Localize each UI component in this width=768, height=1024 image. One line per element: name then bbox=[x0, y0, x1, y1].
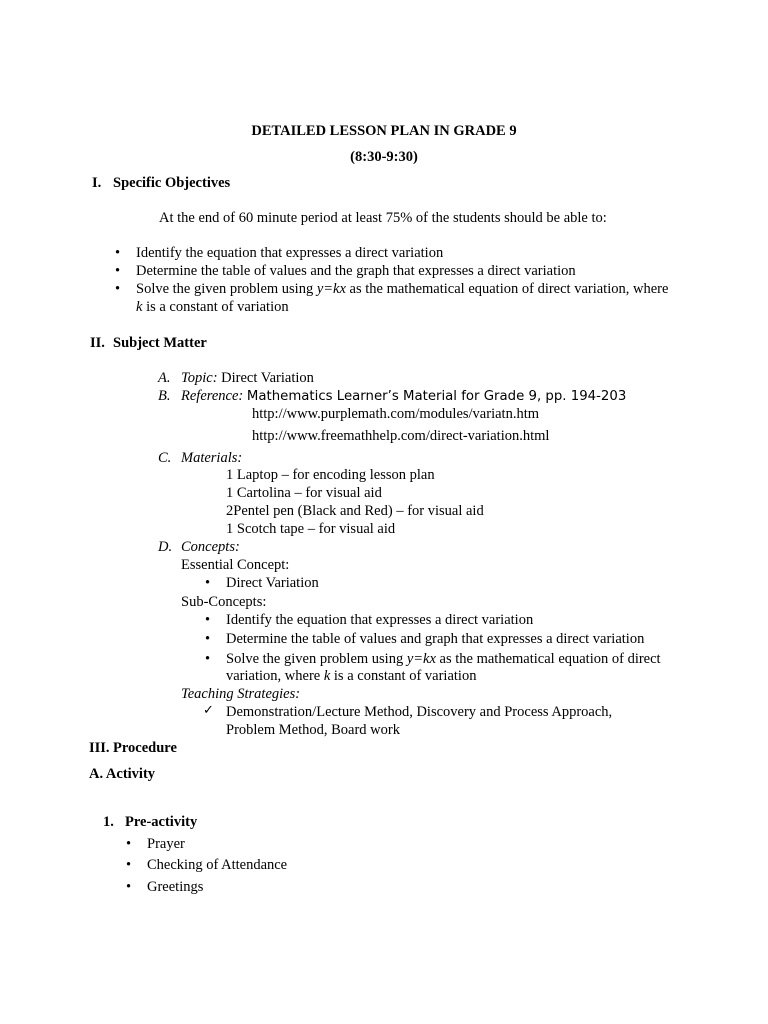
sub-concept-text: as the mathematical equation of direct bbox=[435, 651, 661, 667]
sub-concept-item bbox=[226, 650, 661, 668]
objective-item: • Identify the equation that expresses a direct variation bbox=[136, 244, 443, 262]
material-item: 2Pentel pen (Black and Red) – for visual aid bbox=[226, 503, 484, 519]
pre-activity-item: • Checking of Attendance bbox=[147, 856, 287, 874]
teaching-strategies-label: Teaching Strategies: bbox=[181, 686, 301, 702]
materials-label: Materials: bbox=[181, 450, 243, 466]
equation: y=kx bbox=[406, 651, 436, 667]
objectives-intro: At the end of 60 minute period at least 75% of the students should be able to: bbox=[159, 210, 607, 226]
objective-text: Solve the given problem using bbox=[136, 281, 317, 297]
topic-value: Direct Variation bbox=[221, 370, 314, 386]
material-item: 1 Laptop – for encoding lesson plan bbox=[226, 467, 435, 483]
material-item: 1 Scotch tape – for visual aid bbox=[226, 521, 396, 537]
concept-item: • Direct Variation bbox=[226, 574, 319, 592]
essential-concept-label: Essential Concept: bbox=[181, 557, 290, 573]
equation: y=kx bbox=[316, 281, 346, 297]
sub-concept-item: • Determine the table of values and graph that expresses a direct variation bbox=[226, 630, 644, 648]
section-3-heading: Procedure bbox=[113, 740, 177, 756]
reference-value: Mathematics Learner’s Material for Grade 9, pp. 194-203 bbox=[246, 389, 627, 404]
section-1-heading: Specific Objectives bbox=[113, 175, 231, 191]
strategy-text: Problem Method, Board work bbox=[226, 722, 400, 738]
section-2-number: II. bbox=[90, 335, 105, 351]
reference-line bbox=[181, 387, 626, 406]
item-letter-c: C. bbox=[158, 450, 172, 466]
constant-k: k bbox=[136, 299, 143, 315]
reference-url: http://www.freemathhelp.com/direct-variation.html bbox=[252, 428, 550, 444]
pre-activity-item: • Prayer bbox=[147, 835, 185, 853]
activity-heading: A. Activity bbox=[89, 766, 156, 782]
section-1-number: I. bbox=[92, 175, 102, 191]
section-2-heading: Subject Matter bbox=[113, 335, 207, 351]
sub-concept-item: • Identify the equation that expresses a direct variation bbox=[226, 611, 533, 629]
sub-concept-continuation bbox=[226, 667, 476, 685]
page-title: DETAILED LESSON PLAN IN GRADE 9 bbox=[251, 123, 517, 139]
item-letter-b: B. bbox=[158, 388, 171, 404]
sub-concepts-label: Sub-Concepts: bbox=[181, 594, 267, 610]
item-letter-a: A. bbox=[158, 370, 171, 386]
pre-activity-heading: Pre-activity bbox=[125, 814, 198, 830]
strategy-text: Demonstration/Lecture Method, Discovery and Process Approach, bbox=[226, 704, 613, 720]
reference-label: Reference: bbox=[181, 388, 244, 404]
concepts-label: Concepts: bbox=[181, 539, 240, 555]
sub-concept-text: Solve the given problem using bbox=[226, 651, 407, 667]
objective-continuation bbox=[136, 298, 289, 316]
item-letter-d: D. bbox=[158, 539, 173, 555]
section-3-number: III. bbox=[89, 740, 110, 756]
topic-line bbox=[181, 369, 314, 387]
objective-item: • Determine the table of values and the graph that expresses a direct variation bbox=[136, 262, 576, 280]
objective-item bbox=[136, 280, 668, 298]
sub-concept-text: is a constant of variation bbox=[330, 668, 477, 684]
lesson-time: (8:30-9:30) bbox=[350, 149, 418, 165]
objective-text: as the mathematical equation of direct variation, where bbox=[345, 281, 669, 297]
sub-concept-text: variation, where bbox=[226, 668, 324, 684]
step-number: 1. bbox=[103, 814, 114, 830]
objective-text: is a constant of variation bbox=[142, 299, 289, 315]
constant-k: k bbox=[323, 668, 331, 684]
topic-label: Topic: bbox=[181, 370, 218, 386]
pre-activity-item: • Greetings bbox=[147, 878, 203, 896]
reference-url: http://www.purplemath.com/modules/variatn.htm bbox=[252, 406, 539, 422]
checkmark-icon: ✓ bbox=[203, 703, 214, 718]
material-item: 1 Cartolina – for visual aid bbox=[226, 485, 382, 501]
